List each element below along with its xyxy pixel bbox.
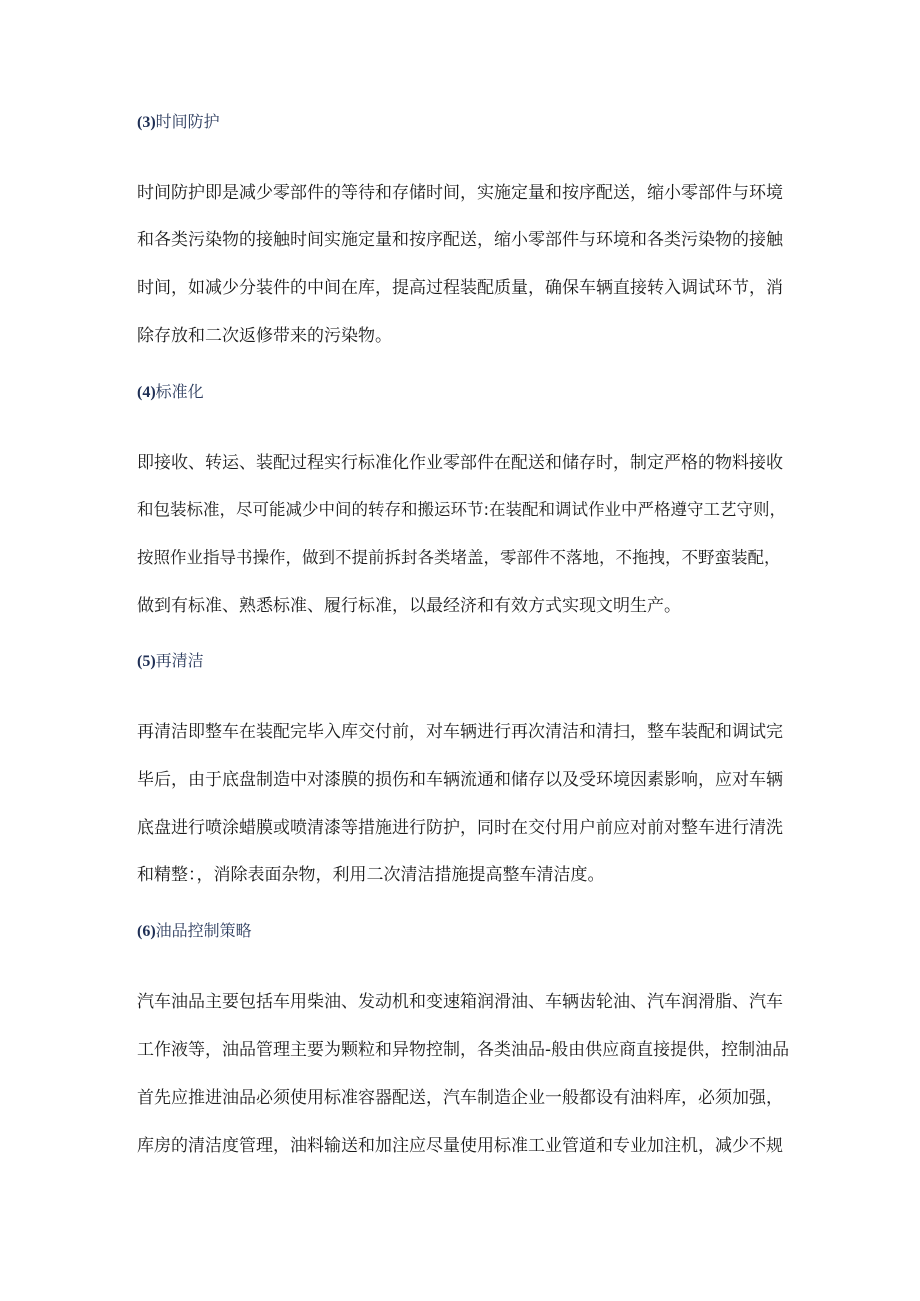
- section-6-line-4: 库房的清洁度管理，油料输送和加注应尽量使用标准工业管道和专业加注机，减少不规: [137, 1136, 783, 1156]
- section-3-line-4: 除存放和二次返修带来的污染物。: [137, 326, 392, 346]
- section-4-heading: [137, 381, 204, 404]
- section-5-line-1: 再清洁即整车在装配完毕入库交付前，对车辆进行再次清洁和清扫，整车装配和调试完: [137, 722, 783, 742]
- section-6-heading: [137, 920, 252, 943]
- section-3-line-3: 时间，如减少分装件的中间在库，提高过程装配质量，确保车辆直接转入调试环节，消: [137, 278, 783, 298]
- section-3-number: (3): [137, 114, 156, 131]
- section-4-line-3: 按照作业指导书操作，做到不提前拆封各类堵盖，零部件不落地，不拖拽，不野蛮装配，: [137, 548, 781, 567]
- section-5-heading: [137, 650, 204, 673]
- section-3-line-1: 时间防护即是减少零部件的等待和存储时间，实施定量和按序配送，缩小零部件与环境: [137, 183, 783, 203]
- section-6-line-3: 首先应推进油品必须使用标准容器配送，汽车制造企业一般都设有油料库，必须加强，: [137, 1088, 783, 1108]
- section-6-number: (6): [137, 923, 156, 940]
- section-6-line-1: 汽车油品主要包括车用柴油、发动机和变速箱润滑油、车辆齿轮油、汽车润滑脂、汽车: [137, 992, 783, 1012]
- section-5-line-3: 底盘进行喷涂蜡膜或喷清漆等措施进行防护，同时在交付用户前应对前对整车进行清洗: [137, 818, 783, 838]
- section-5-line-2: 毕后，由于底盘制造中对漆膜的损伤和车辆流通和储存以及受环境因素影响，应对车辆: [137, 770, 783, 790]
- section-5-title: 再清洁: [155, 651, 204, 670]
- section-5-line-4: 和精整：，消除表面杂物，利用二次清洁措施提高整车清洁度。: [137, 865, 605, 885]
- section-3-heading: [137, 111, 220, 134]
- section-6-title: 油品控制策略: [155, 921, 252, 940]
- section-3-title: 时间防护: [155, 112, 220, 131]
- section-4-line-4: 做到有标准、熟悉标准、履行标准，以最经济和有效方式实现文明生产。: [137, 596, 681, 616]
- section-4-line-1: 即接收、转运、装配过程实行标准化作业零部件在配送和储存时，制定严格的物料接收: [137, 453, 783, 473]
- section-5-number: (5): [137, 653, 156, 670]
- section-4-number: (4): [137, 384, 156, 401]
- section-4-title: 标准化: [155, 382, 204, 401]
- section-4-line-2: 和包装标准，尽可能减少中间的转存和搬运环节:在装配和调试作业中严格遵守工艺守则，: [137, 500, 787, 519]
- section-3-line-2: 和各类污染物的接触时间实施定量和按序配送，缩小零部件与环境和各类污染物的接触: [137, 230, 783, 250]
- section-6-line-2: 工作液等，油品管理主要为颗粒和异物控制，各类油品-般由供应商直接提供，控制油品: [137, 1040, 790, 1060]
